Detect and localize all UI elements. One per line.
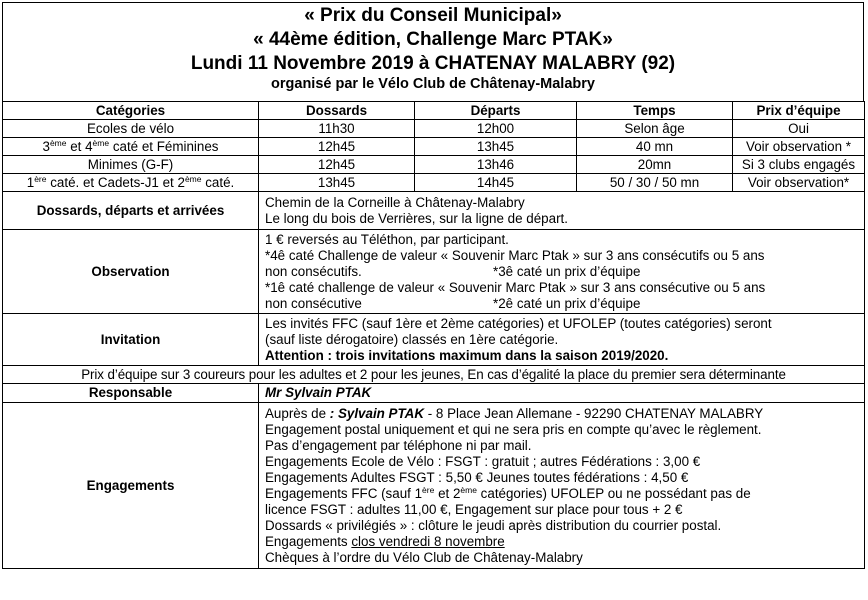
schedule-table xyxy=(2,101,865,192)
invitation-section xyxy=(3,314,865,366)
cell-dossards: 12h45 xyxy=(259,138,415,156)
engagements-text: Auprès de : Sylvain PTAK - 8 Place Jean Allemane - 92290 CHATENAY MALABRY Engagement postal uniquement et qui ne sera pris en compte qu’avec le règlement. Pas d’engagement par téléphone ni par mail. Engagements Ecole de Vélo : FSGT : gratuit ; autres Fédérations : 3,00 € Engagements Adultes FSGT : 5,50 € Jeunes toutes fédérations : 4,50 € Engagements FFC (sauf 1ère et 2ème catégories) UFOLEP ou ne possédant pas de licence FSGT : adultes 11,00 €, Engagement sur place pour tous + 2 € Dossards « privilégiés » : clôture le jeudi après distribution du courrier postal. Engagements clos vendredi 8 novembre Chèques à l’ordre du Vélo Club de Châtenay-Malabry xyxy=(259,403,865,569)
dossards-text: Chemin de la Corneille à Châtenay-Malabry Le long du bois de Verrières, sur la ligne de départ. xyxy=(259,192,865,230)
responsable-section xyxy=(3,384,865,403)
cell-prix: Voir observation * xyxy=(733,138,865,156)
dossards-label: Dossards, départs et arrivées xyxy=(3,192,259,230)
cell-departs: 13h46 xyxy=(415,156,577,174)
dossards-section xyxy=(3,192,865,230)
cell-dossards: 13h45 xyxy=(259,174,415,192)
observation-label: Observation xyxy=(3,230,259,314)
cell-departs: 12h00 xyxy=(415,120,577,138)
header-temps: Temps xyxy=(577,102,733,120)
observation-section xyxy=(3,230,865,314)
header-dossards: Dossards xyxy=(259,102,415,120)
observation-text: 1 € reversés au Téléthon, par participant. *4ê caté Challenge de valeur « Souvenir Marc Ptak » sur 3 ans consécutifs ou 5 ans non consécutifs. *3ê caté un prix d’équipe *1ê caté challenge de valeur « Souvenir Marc Ptak » sur 3 ans consécutive ou 5 ans non consécutive *2ê caté un prix d’équipe xyxy=(259,230,865,314)
info-table xyxy=(2,191,865,569)
title-block xyxy=(2,2,864,102)
title-line-4: organisé par le Vélo Club de Châtenay-Malabry xyxy=(271,76,595,92)
cell-temps: Selon âge xyxy=(577,120,733,138)
responsable-name: Mr Sylvain PTAK xyxy=(259,384,865,403)
cell-temps: 50 / 30 / 50 mn xyxy=(577,174,733,192)
cell-category: 1ère caté. et Cadets-J1 et 2ème caté. xyxy=(3,174,259,192)
cell-prix: Si 3 clubs engagés xyxy=(733,156,865,174)
cell-category: Minimes (G-F) xyxy=(3,156,259,174)
responsable-label: Responsable xyxy=(3,384,259,403)
cell-prix: Oui xyxy=(733,120,865,138)
race-flyer xyxy=(2,2,864,596)
header-departs: Départs xyxy=(415,102,577,120)
prix-note: Prix d’équipe sur 3 coureurs pour les adultes et 2 pour les jeunes, En cas d’égalité la place du premier sera déterminante xyxy=(3,366,865,384)
table-row xyxy=(3,156,865,174)
invitation-text: Les invités FFC (sauf 1ère et 2ème catégories) et UFOLEP (toutes catégories) seront (sauf liste dérogatoire) classés en 1ère catégorie. Attention : trois invitations maximum dans la saison 2019/2020. xyxy=(259,314,865,366)
header-prix: Prix d’équipe xyxy=(733,102,865,120)
cell-dossards: 12h45 xyxy=(259,156,415,174)
cell-departs: 14h45 xyxy=(415,174,577,192)
header-categories: Catégories xyxy=(3,102,259,120)
schedule-header-row xyxy=(3,102,865,120)
table-row xyxy=(3,174,865,192)
engagements-label: Engagements xyxy=(3,403,259,569)
invitation-label: Invitation xyxy=(3,314,259,366)
cell-departs: 13h45 xyxy=(415,138,577,156)
title-line-1: « Prix du Conseil Municipal» xyxy=(304,5,562,26)
engagements-section xyxy=(3,403,865,569)
title-line-3: Lundi 11 Novembre 2019 à CHATENAY MALABRY (92) xyxy=(190,53,676,74)
table-row xyxy=(3,120,865,138)
cell-category: Ecoles de vélo xyxy=(3,120,259,138)
table-row xyxy=(3,138,865,156)
cell-temps: 40 mn xyxy=(577,138,733,156)
prix-note-row xyxy=(3,366,865,384)
cell-temps: 20mn xyxy=(577,156,733,174)
cell-category: 3ème et 4ème caté et Féminines xyxy=(3,138,259,156)
cell-dossards: 11h30 xyxy=(259,120,415,138)
cell-prix: Voir observation* xyxy=(733,174,865,192)
title-line-2: « 44ème édition, Challenge Marc PTAK» xyxy=(253,29,613,50)
